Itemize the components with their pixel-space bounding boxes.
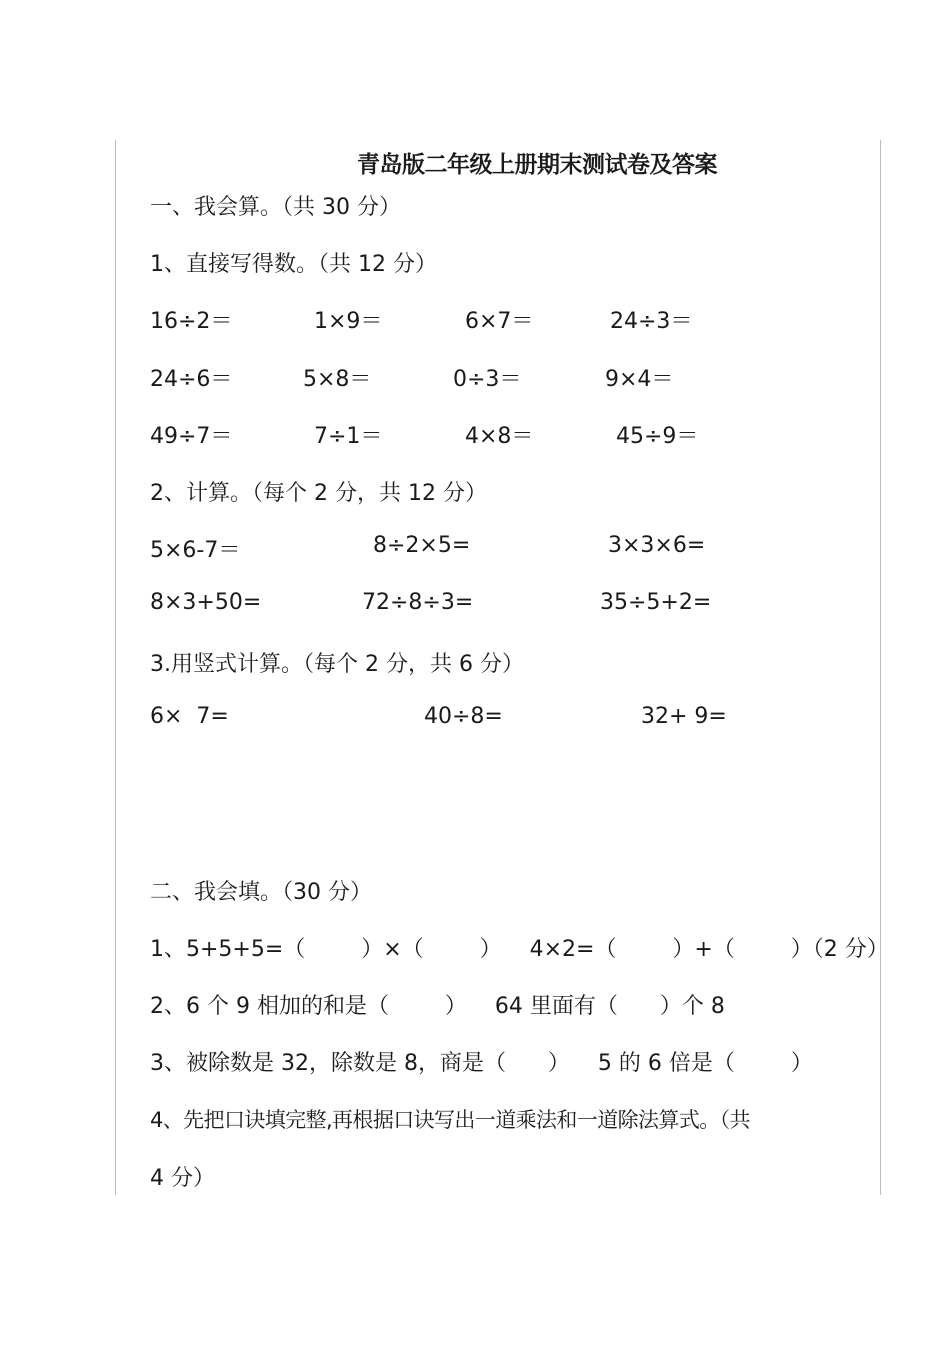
q1-row-1: [0, 304, 950, 334]
problem: 8×3+50=: [150, 590, 262, 615]
q3-heading: 3.用竖式计算。（每个 2 分，共 6 分）: [150, 652, 524, 677]
problem: 5×8＝: [303, 367, 372, 392]
problem: 49÷7＝: [150, 424, 233, 449]
problem: 6×7＝: [465, 309, 534, 334]
section2-q4-continued: 4 分）: [150, 1166, 215, 1191]
problem: 24÷6＝: [150, 367, 233, 392]
q2-row-1: [0, 533, 950, 563]
problem: 8÷2×5=: [373, 533, 471, 558]
problem: 7÷1＝: [314, 424, 383, 449]
q3-row: [0, 704, 950, 734]
section2-q4: 4、先把口诀填完整,再根据口诀写出一道乘法和一道除法算式。（共: [150, 1108, 750, 1132]
problem: 0÷3＝: [453, 367, 522, 392]
section1-heading: 一、我会算。（共 30 分）: [150, 195, 401, 220]
problem: 4×8＝: [465, 424, 534, 449]
section2-q1: 1、5+5+5=（ ）×（ ） 4×2=（ ）+（ ）（2 分）: [150, 937, 889, 962]
problem: 24÷3＝: [610, 309, 693, 334]
problem: 45÷9＝: [616, 424, 699, 449]
section2-heading: 二、我会填。（30 分）: [150, 880, 372, 905]
q2-heading: 2、计算。（每个 2 分，共 12 分）: [150, 481, 487, 506]
problem: 1×9＝: [314, 309, 383, 334]
section2-q3: 3、被除数是 32，除数是 8，商是（ ） 5 的 6 倍是（ ）: [150, 1051, 813, 1076]
q1-heading: 1、直接写得数。（共 12 分）: [150, 252, 437, 277]
problem: 3×3×6=: [608, 533, 706, 558]
q1-row-2: [0, 362, 950, 392]
q1-row-3: [0, 419, 950, 449]
page-right-border: [880, 140, 881, 1195]
section2-q2: 2、6 个 9 相加的和是（ ） 64 里面有（ ）个 8: [150, 994, 725, 1019]
problem: 6× 7=: [150, 704, 229, 729]
problem: 32+ 9=: [641, 704, 727, 729]
problem: 40÷8=: [424, 704, 503, 729]
problem: 5×6-7＝: [150, 538, 241, 563]
problem: 9×4＝: [605, 367, 674, 392]
problem: 35÷5+2=: [600, 590, 712, 615]
page-left-border: [115, 140, 116, 1195]
problem: 72÷8÷3=: [362, 590, 474, 615]
q2-row-2: [0, 590, 950, 620]
page-title: 青岛版二年级上册期末测试卷及答案: [357, 152, 717, 178]
problem: 16÷2＝: [150, 309, 233, 334]
